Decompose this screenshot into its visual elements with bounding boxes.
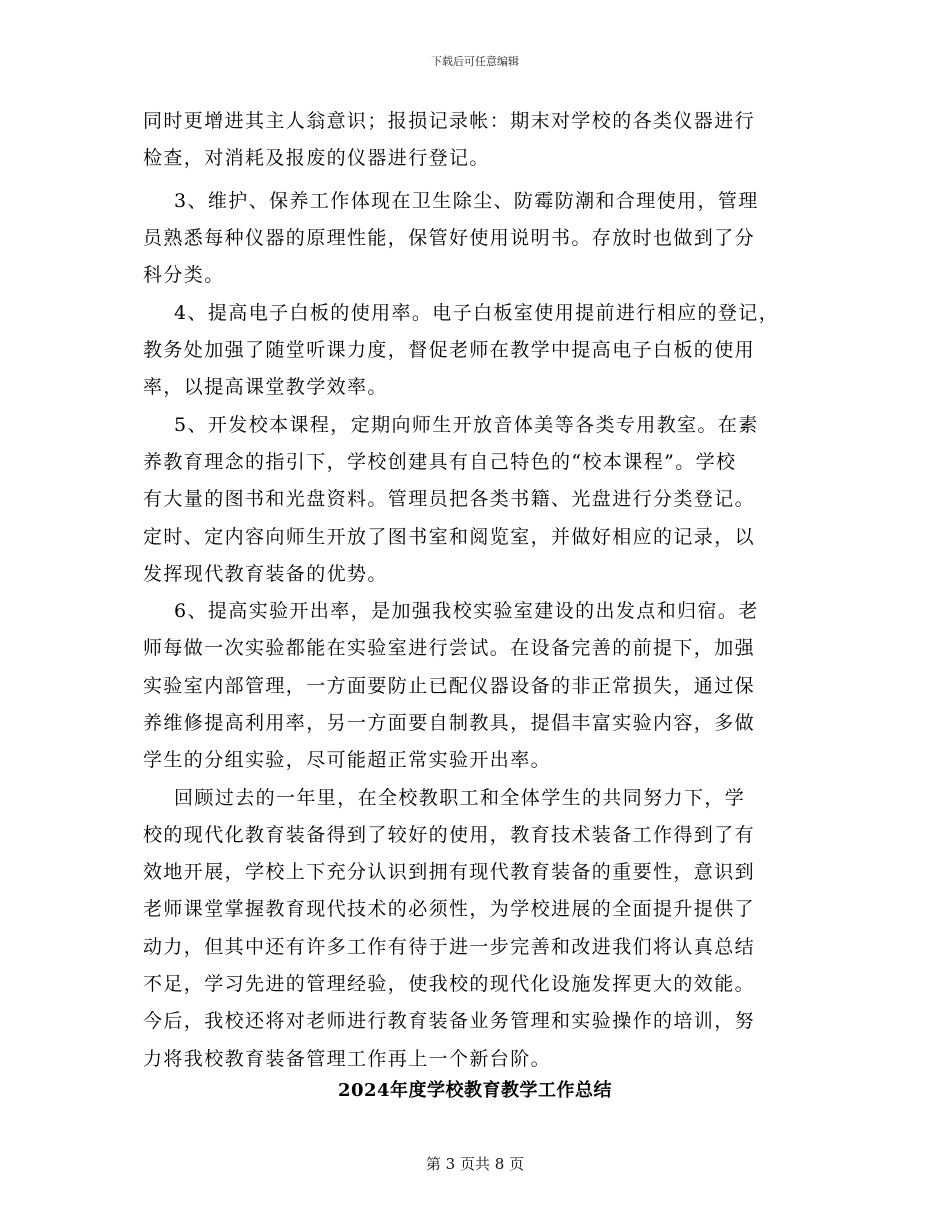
paragraph-line: 不足，学习先进的管理经验，使我校的现代化设施发挥更大的效能。 [143, 973, 756, 995]
paragraph-line: 6、提高实验开出率，是加强我校实验室建设的出发点和归宿。老 [174, 600, 759, 622]
paragraph-line: 教务处加强了随堂听课力度，督促老师在教学中提高电子白板的使用 [143, 339, 756, 361]
paragraph-line: 动力，但其中还有许多工作有待于进一步完善和改进我们将认真总结 [143, 936, 756, 958]
paragraph-line: 4、提高电子白板的使用率。电子白板室使用提前进行相应的登记， [174, 302, 780, 324]
paragraph-line: 定时、定内容向师生开放了图书室和阅览室，并做好相应的记录，以 [143, 526, 756, 548]
paragraph-line: 学生的分组实验，尽可能超正常实验开出率。 [143, 749, 552, 771]
paragraph-line: 效地开展，学校上下充分认识到拥有现代教育装备的重要性，意识到 [143, 861, 756, 883]
paragraph-line: 有大量的图书和光盘资料。管理员把各类书籍、光盘进行分类登记。 [143, 488, 756, 510]
paragraph-line: 校的现代化教育装备得到了较好的使用，教育技术装备工作得到了有 [143, 824, 756, 846]
paragraph-line: 回顾过去的一年里，在全校教职工和全体学生的共同努力下，学 [174, 787, 746, 809]
document-title: 2024年度学校教育教学工作总结 [337, 1080, 613, 1101]
paragraph-line: 检查，对消耗及报废的仪器进行登记。 [143, 147, 490, 169]
paragraph-line: 今后，我校还将对老师进行教育装备业务管理和实验操作的培训，努 [143, 1010, 756, 1032]
page-number: 第 3 页共 8 页 [425, 1155, 525, 1173]
paragraph-line: 员熟悉每种仪器的原理性能，保管好使用说明书。存放时也做到了分 [143, 227, 756, 249]
paragraph-line: 5、开发校本课程，定期向师生开放音体美等各类专用教室。在素 [174, 414, 759, 436]
paragraph-line: 力将我校教育装备管理工作再上一个新台阶。 [143, 1048, 552, 1070]
paragraph-line: 率，以提高课堂教学效率。 [143, 376, 388, 398]
paragraph-line: 同时更增进其主人翁意识；报损记录帐：期末对学校的各类仪器进行 [143, 110, 756, 132]
page-header-note: 下载后可任意编辑 [431, 55, 519, 68]
paragraph-line: 老师课堂掌握教育现代技术的必须性，为学校进展的全面提升提供了 [143, 898, 756, 920]
paragraph-line: 科分类。 [143, 264, 225, 286]
paragraph-line: 养维修提高利用率，另一方面要自制教具，提倡丰富实验内容，多做 [143, 712, 756, 734]
paragraph-line: 3、维护、保养工作体现在卫生除尘、防霉防潮和合理使用，管理 [174, 190, 759, 212]
paragraph-line: 实验室内部管理，一方面要防止已配仪器设备的非正常损失，通过保 [143, 675, 756, 697]
paragraph-line: 发挥现代教育装备的优势。 [143, 563, 388, 585]
paragraph-line: 师每做一次实验都能在实验室进行尝试。在设备完善的前提下，加强 [143, 637, 756, 659]
paragraph-line: 养教育理念的指引下，学校创建具有自己特色的“校本课程”。学校 [143, 451, 737, 473]
